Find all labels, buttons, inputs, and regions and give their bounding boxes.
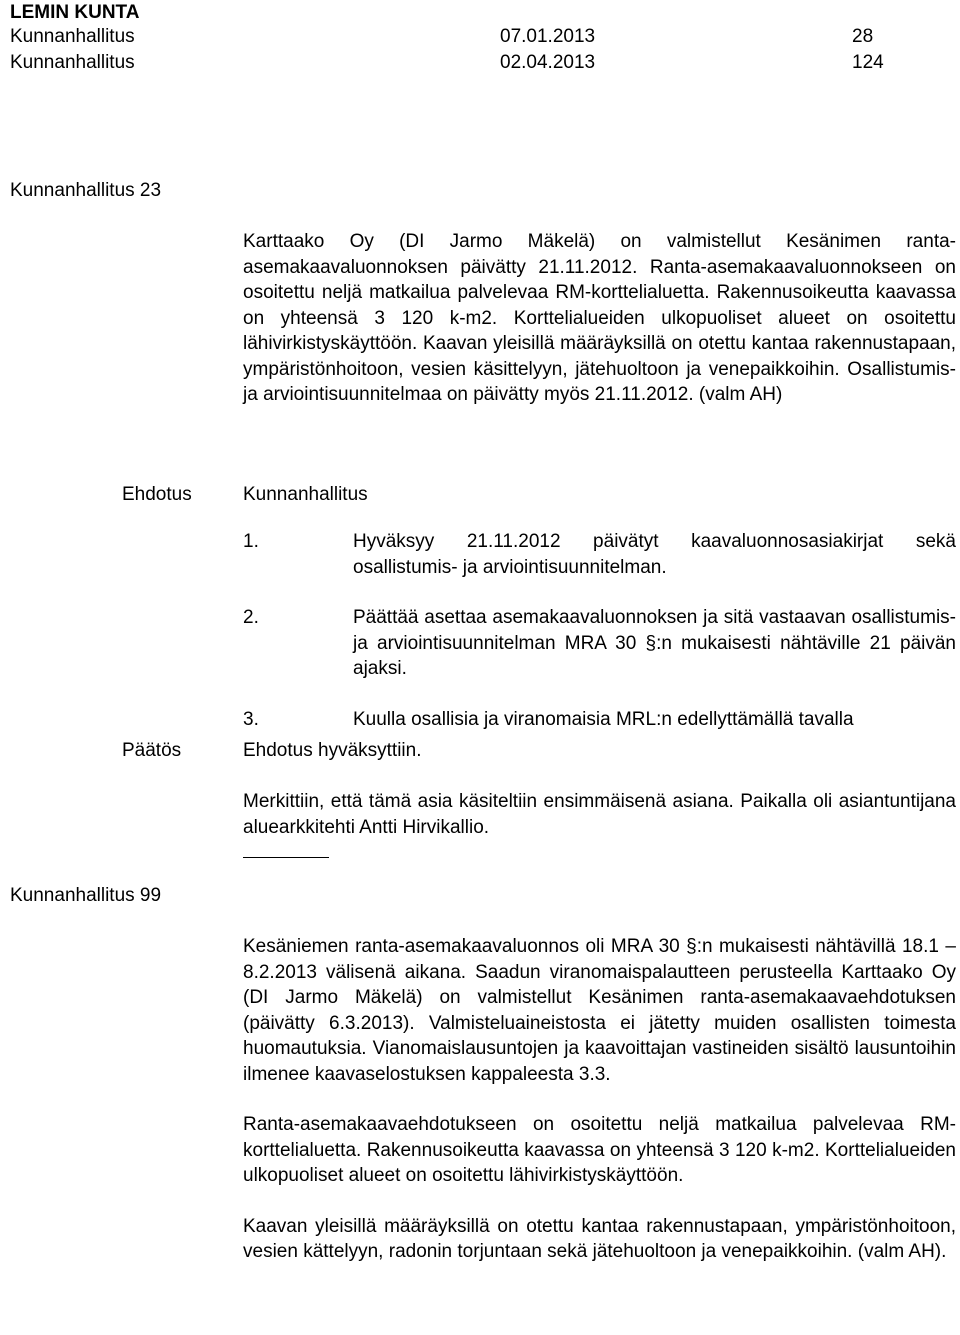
- preparation-text: Karttaako Oy (DI Jarmo Mäkelä) on valmistellut Kesänimen ranta-asemakaavaluonnoksen päivätty 21.11.2012. Ranta-asemakaavaluonnokseen on osoitettu neljä matkailua palvelevaa RM-korttelialuetta. Rakennusoikeutta kaavassa on yhteensä 3 120 k-m2. Korttelialueiden ulkopuoliset alueet on osoitettu lähivirkistyskäyttöön. Kaavan yleisillä määräyksillä on otettu kantaa rakennustapaan, ympäristönhoitoon, vesien käsittelyyn, jätehuoltoon ja venepaikkoihin. Osallistumis- ja arviointisuunnitelmaa on päivätty myös 21.11.2012. (valm AH): [243, 231, 956, 405]
- proposal-list: [243, 529, 956, 732]
- section-heading-23: Kunnanhallitus 23: [10, 180, 162, 201]
- note-text: Merkittiin, että tämä asia käsiteltiin ensimmäisenä asiana. Paikalla oli asiantuntijana aluearkkitehti Antti Hirvikallio.: [243, 791, 956, 838]
- section-heading-99: Kunnanhallitus 99: [10, 885, 162, 906]
- proposal-body: Kunnanhallitus: [243, 484, 368, 505]
- proposal-label: Ehdotus: [122, 484, 192, 505]
- section-99-content: [243, 934, 956, 1265]
- list-item-number: 2.: [243, 607, 259, 628]
- section-23-paragraph: [243, 229, 956, 408]
- list-item-text: Kuulla osallisia ja viranomaisia MRL:n edellyttämällä tavalla: [353, 708, 854, 730]
- decision-label: Päätös: [122, 740, 182, 761]
- decision-text: Ehdotus hyväksyttiin.: [243, 740, 422, 761]
- decision-note: [243, 789, 956, 840]
- list-item-number: 1.: [243, 531, 259, 552]
- header-body-name-2: Kunnanhallitus: [10, 52, 135, 73]
- list-item: [243, 707, 956, 733]
- header-date-1: 07.01.2013: [500, 26, 596, 47]
- paragraph-3: Kaavan yleisillä määräyksillä on otettu kantaa rakennustapaan, ympäristönhoitoon, vesien kättelyyn, radonin torjuntaan sekä jätehuoltoon ja venepaikkoihin. (valm AH).: [243, 1215, 956, 1262]
- list-item-text: Hyväksyy 21.11.2012 päivätyt kaavaluonnosasiakirjat sekä osallistumis- ja arviointisuunnitelman.: [353, 531, 956, 578]
- list-item-text: Päättää asettaa asemakaavaluonnoksen ja sitä vastaavan osallistumis- ja arviointisuunnitelman MRA 30 §:n mukaisesti nähtäville 21 päivän ajaksi.: [353, 607, 956, 679]
- header-page-number-1: 28: [852, 26, 874, 47]
- organization-name: LEMIN KUNTA: [10, 2, 140, 23]
- header-page-number-2: 124: [852, 52, 884, 73]
- list-item-number: 3.: [243, 708, 259, 730]
- list-item: [243, 529, 956, 580]
- section-divider: [243, 857, 329, 858]
- list-item: [243, 605, 956, 682]
- paragraph-2: Ranta-asemakaavaehdotukseen on osoitettu neljä matkailua palvelevaa RM-korttelialuetta. Rakennusoikeutta kaavassa on yhteensä 3 120 k-m2. Korttelialueiden ulkopuoliset alueet on osoitettu lähivirkistyskäyttöön.: [243, 1114, 956, 1186]
- header-body-name-1: Kunnanhallitus: [10, 26, 135, 47]
- header-date-2: 02.04.2013: [500, 52, 596, 73]
- paragraph-1: Kesäniemen ranta-asemakaavaluonnos oli MRA 30 §:n mukaisesti nähtävillä 18.1 – 8.2.2013 välisenä aikana. Saadun viranomaispalautteen perusteella Karttaako Oy (DI Jarmo Mäkelä) on valmistellut Kesänimen ranta-asemakaavaehdotuksen (päivätty 6.3.2013). Valmisteluaineistosta ei jätetty muiden osallisten toimesta huomautuksia. Vianomaislausuntojen ja kaavoittajan vastineiden sisältö lausuntoihin ilmenee kaavaselostuksen kappaleesta 3.3.: [243, 936, 956, 1085]
